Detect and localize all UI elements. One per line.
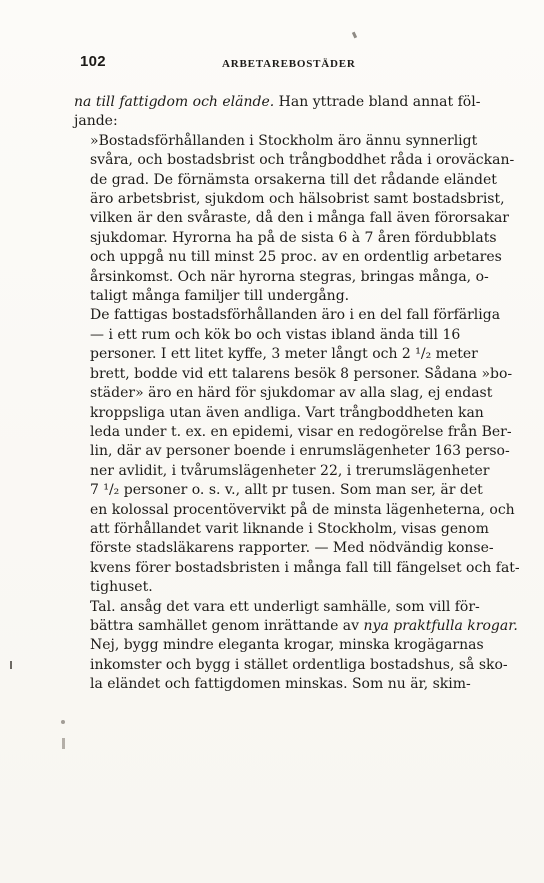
- text-line: [74, 132, 500, 151]
- text-line: [74, 326, 500, 345]
- text-fragment: vilken är den svåraste, då den i många fall även förorsakar: [90, 210, 509, 227]
- text-fragment: kroppsliga utan även andliga. Vart trångboddheten kan: [90, 404, 484, 421]
- text-fragment: personer. I ett litet kyffe, 3 meter långt och 2 ¹/₂ meter: [90, 346, 478, 363]
- text-line: [74, 520, 500, 539]
- text-fragment: en kolossal procentövervikt på de minsta lägenheterna, och: [90, 501, 515, 518]
- text-line: [74, 442, 510, 461]
- text-fragment: jande:: [74, 113, 118, 130]
- text-fragment: äro arbetsbrist, sjukdom och hälsobrist samt bostadsbrist,: [90, 191, 505, 208]
- text-line: [74, 229, 500, 248]
- text-fragment: — i ett rum och kök bo och vistas ibland ända till 16: [90, 326, 461, 343]
- text-fragment: städer» äro en härd för sjukdomar av alla slag, ej endast: [90, 385, 493, 402]
- text-line: [74, 151, 515, 170]
- text-line: [74, 559, 520, 578]
- text-fragment: De fattigas bostadsförhållanden äro i en del fall förfärliga: [90, 307, 501, 324]
- text-fragment: förste stadsläkarens rapporter. — Med nödvändig konse-: [90, 540, 494, 557]
- body-text: [74, 93, 520, 695]
- text-line: [74, 462, 500, 481]
- text-fragment: brett, bodde vid ett talarens besök 8 personer. Sådana »bo-: [90, 365, 513, 382]
- text-line: [74, 656, 508, 675]
- text-line: [74, 404, 500, 423]
- page-number: 102: [80, 53, 106, 70]
- text-fragment: Tal. ansåg det vara ett underligt samhälle, som vill för-: [90, 598, 480, 615]
- text-fragment: tighuset.: [90, 579, 153, 596]
- text-line: [74, 171, 500, 190]
- text-fragment: taligt många familjer till undergång.: [90, 288, 350, 305]
- text-line: [74, 578, 500, 597]
- text-fragment: svåra, och bostadsbrist och trångboddhet råda i oroväckan-: [90, 152, 515, 169]
- text-fragment: att förhållandet varit liknande i Stockholm, visas genom: [90, 520, 489, 537]
- text-fragment: »Bostadsförhållanden i Stockholm äro ännu synnerligt: [90, 132, 478, 149]
- text-fragment: leda under t. ex. en epidemi, visar en redogörelse från Ber-: [90, 423, 512, 440]
- paragraph: [74, 306, 520, 597]
- text-line: [74, 481, 500, 500]
- text-line: [74, 617, 518, 636]
- text-line: [74, 501, 515, 520]
- text-line: [74, 423, 512, 442]
- text-line: [74, 365, 513, 384]
- text-fragment: de grad. De förnämsta orsakerna till det rådande eländet: [90, 171, 497, 188]
- text-line: [74, 675, 500, 694]
- text-fragment: bättra samhället genom inrättande av: [90, 617, 364, 634]
- text-fragment: ner avlidit, i tvårumslägenheter 22, i trerumslägenheter: [90, 462, 490, 479]
- text-line: [74, 93, 500, 112]
- text-line: [74, 345, 500, 364]
- italic-text: na till fattigdom och elände.: [74, 94, 275, 110]
- text-fragment: kvens förer bostadsbristen i många fall till fängelset och fat-: [90, 559, 520, 576]
- text-fragment: årsinkomst. Och när hyrorna stegras, bringas många, o-: [90, 268, 489, 285]
- text-line: [74, 384, 500, 403]
- text-line: [74, 112, 500, 131]
- text-fragment: inkomster och bygg i stället ordentliga bostadshus, så sko-: [90, 656, 508, 673]
- paragraph: [74, 132, 515, 307]
- text-fragment: 7 ¹/₂ personer o. s. v., allt pr tusen. Som man ser, är det: [90, 482, 483, 499]
- margin-stroke: [62, 738, 65, 749]
- text-line: [74, 190, 505, 209]
- italic-text: nya praktfulla krogar.: [363, 617, 518, 634]
- text-line: [74, 598, 500, 617]
- text-line: [74, 539, 500, 558]
- text-fragment: Nej, bygg mindre eleganta krogar, minska krogägarnas: [90, 637, 484, 654]
- paragraph: [74, 598, 518, 695]
- margin-spot: [61, 720, 65, 724]
- text-fragment: och uppgå nu till minst 25 proc. av en ordentlig arbetares: [90, 249, 502, 266]
- text-line: [74, 209, 509, 228]
- text-line: [74, 636, 500, 655]
- text-line: [74, 287, 500, 306]
- text-line: [74, 248, 500, 267]
- text-fragment: la eländet och fattigdomen minskas. Som nu är, skim-: [90, 676, 471, 693]
- running-head: ARBETAREBOSTÄDER: [222, 58, 356, 70]
- text-fragment: sjukdomar. Hyrorna ha på de sista 6 à 7 åren fördubblats: [90, 229, 497, 246]
- text-line: [74, 268, 500, 287]
- page-mark: [352, 32, 357, 39]
- text-fragment: lin, där av personer boende i enrumslägenheter 163 perso-: [90, 443, 510, 460]
- margin-mark: [10, 661, 12, 669]
- text-line: [74, 306, 500, 325]
- page-header: [80, 53, 500, 73]
- text-fragment: Han yttrade bland annat föl-: [274, 94, 481, 110]
- paragraph: [74, 93, 500, 132]
